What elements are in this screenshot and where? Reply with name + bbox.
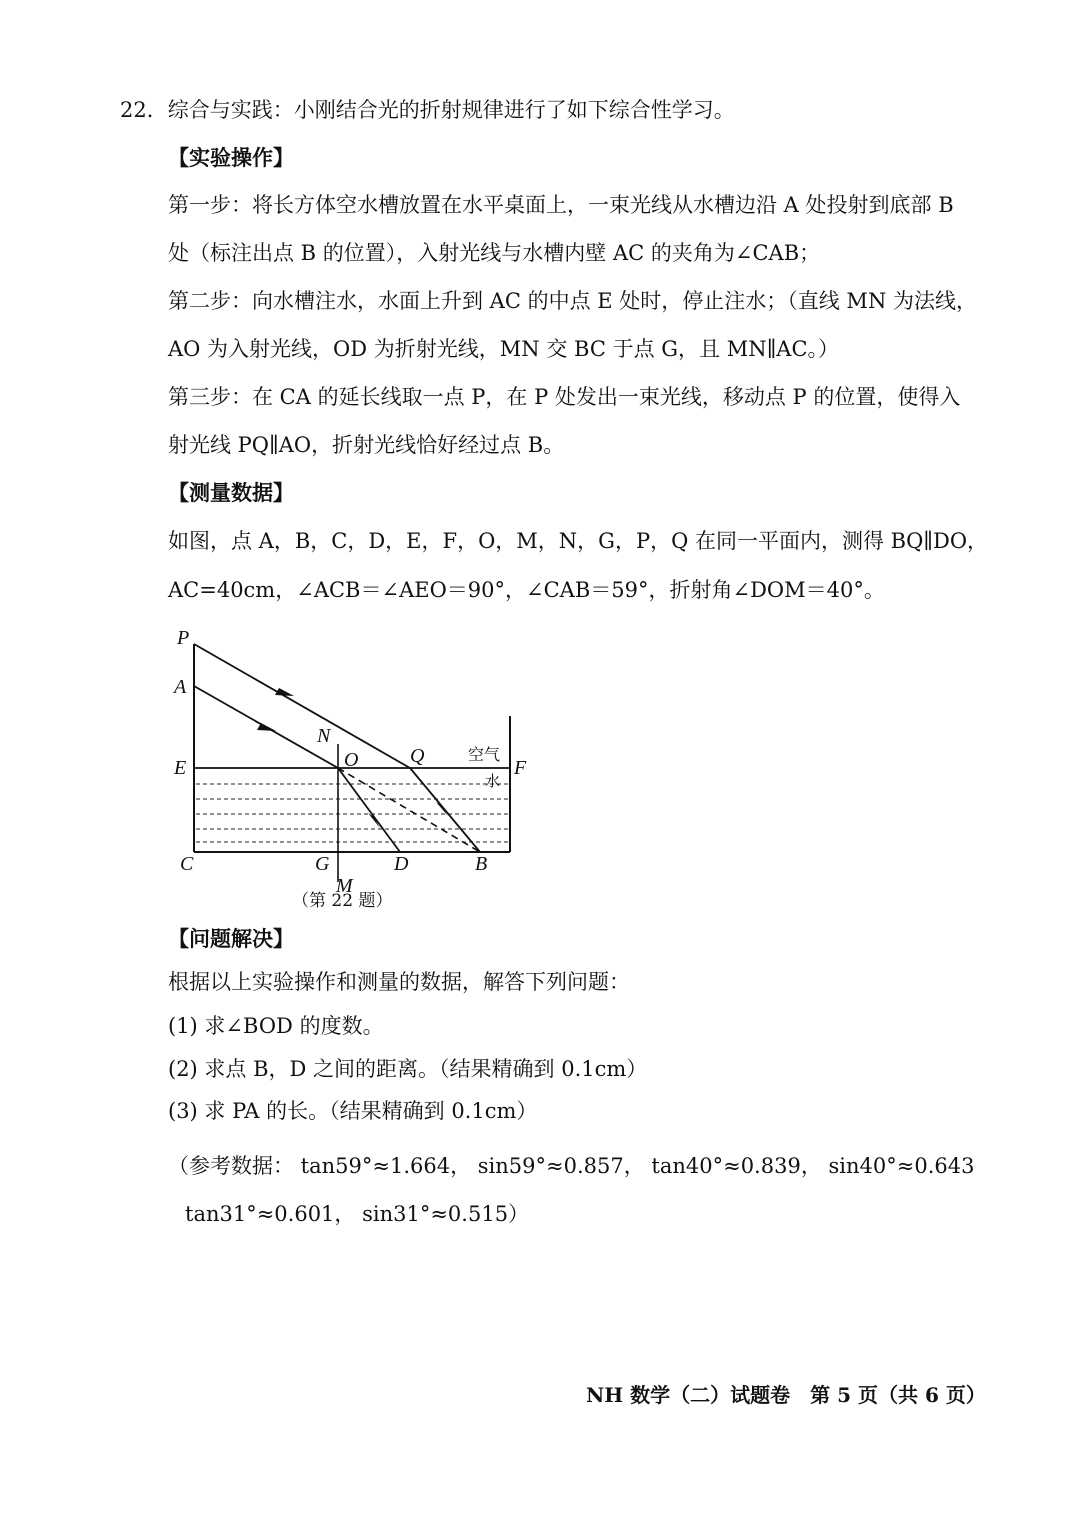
problem-item: (1) 求∠BOD 的度数。	[168, 1014, 384, 1038]
label-air: 空气	[468, 747, 501, 764]
figure-caption: （第 22 题）	[292, 891, 393, 911]
reference-data-line: tan31°≈0.601， sin31°≈0.515）	[185, 1202, 530, 1226]
refraction-diagram	[160, 618, 560, 918]
label-n: N	[317, 725, 331, 747]
problem-intro: 根据以上实验操作和测量的数据，解答下列问题：	[168, 970, 630, 994]
measurement-line: 如图，点 A，B，C，D，E，F，O，M，N，G，P，Q 在同一平面内，测得 BQ∥DO，	[168, 529, 989, 553]
experiment-line: 第三步：在 CA 的延长线取一点 P，在 P 处发出一束光线，移动点 P 的位置，使得入	[168, 385, 961, 409]
measurement-line: AC=40cm，∠ACB＝∠AEO＝90°，∠CAB＝59°，折射角∠DOM＝40°。	[168, 578, 885, 602]
ray-od	[338, 768, 400, 852]
label-e: E	[174, 757, 187, 779]
experiment-line: 第二步：向水槽注水，水面上升到 AC 的中点 E 处时，停止注水；（直线 MN 为法线，	[168, 289, 977, 313]
page-footer: NH 数学（二）试题卷 第 5 页（共 6 页）	[586, 1383, 986, 1407]
experiment-line: AO 为入射光线，OD 为折射光线，MN 交 BC 于点 G，且 MN∥AC。）	[168, 337, 840, 361]
ray-pq	[194, 644, 410, 768]
water-hatching	[196, 784, 510, 842]
label-a: A	[174, 676, 187, 698]
label-b: B	[475, 853, 488, 875]
arrow-pq-icon	[275, 688, 294, 696]
experiment-line: 第一步：将长方体空水槽放置在水平桌面上，一束光线从水槽边沿 A 处投射到底部 B	[168, 193, 954, 217]
label-g: G	[315, 853, 330, 875]
experiment-line: 处（标注出点 B 的位置），入射光线与水槽内壁 AC 的夹角为∠CAB；	[168, 241, 821, 265]
label-m: M	[336, 875, 353, 897]
label-q: Q	[410, 745, 425, 767]
ray-qb	[410, 768, 480, 852]
measurement-heading: 【测量数据】	[168, 480, 294, 505]
dashed-ob	[338, 768, 480, 852]
problem-heading: 【问题解决】	[168, 926, 294, 951]
label-water: 水	[485, 774, 501, 790]
label-d: D	[394, 853, 409, 875]
label-f: F	[514, 757, 527, 779]
problem-item: (3) 求 PA 的长。（结果精确到 0.1cm）	[168, 1099, 538, 1123]
experiment-heading: 【实验操作】	[168, 145, 294, 170]
experiment-line: 射光线 PQ∥AO，折射光线恰好经过点 B。	[168, 433, 565, 457]
arrow-od-icon	[368, 813, 380, 828]
label-c: C	[180, 853, 194, 875]
question-title: 22．综合与实践：小刚结合光的折射规律进行了如下综合性学习。	[120, 98, 735, 122]
label-o: O	[344, 749, 359, 771]
problem-item: (2) 求点 B，D 之间的距离。（结果精确到 0.1cm）	[168, 1057, 648, 1081]
reference-data-line: （参考数据： tan59°≈1.664， sin59°≈0.857， tan40°≈0.839， sin40°≈0.643	[168, 1154, 975, 1178]
label-p: P	[177, 627, 190, 649]
